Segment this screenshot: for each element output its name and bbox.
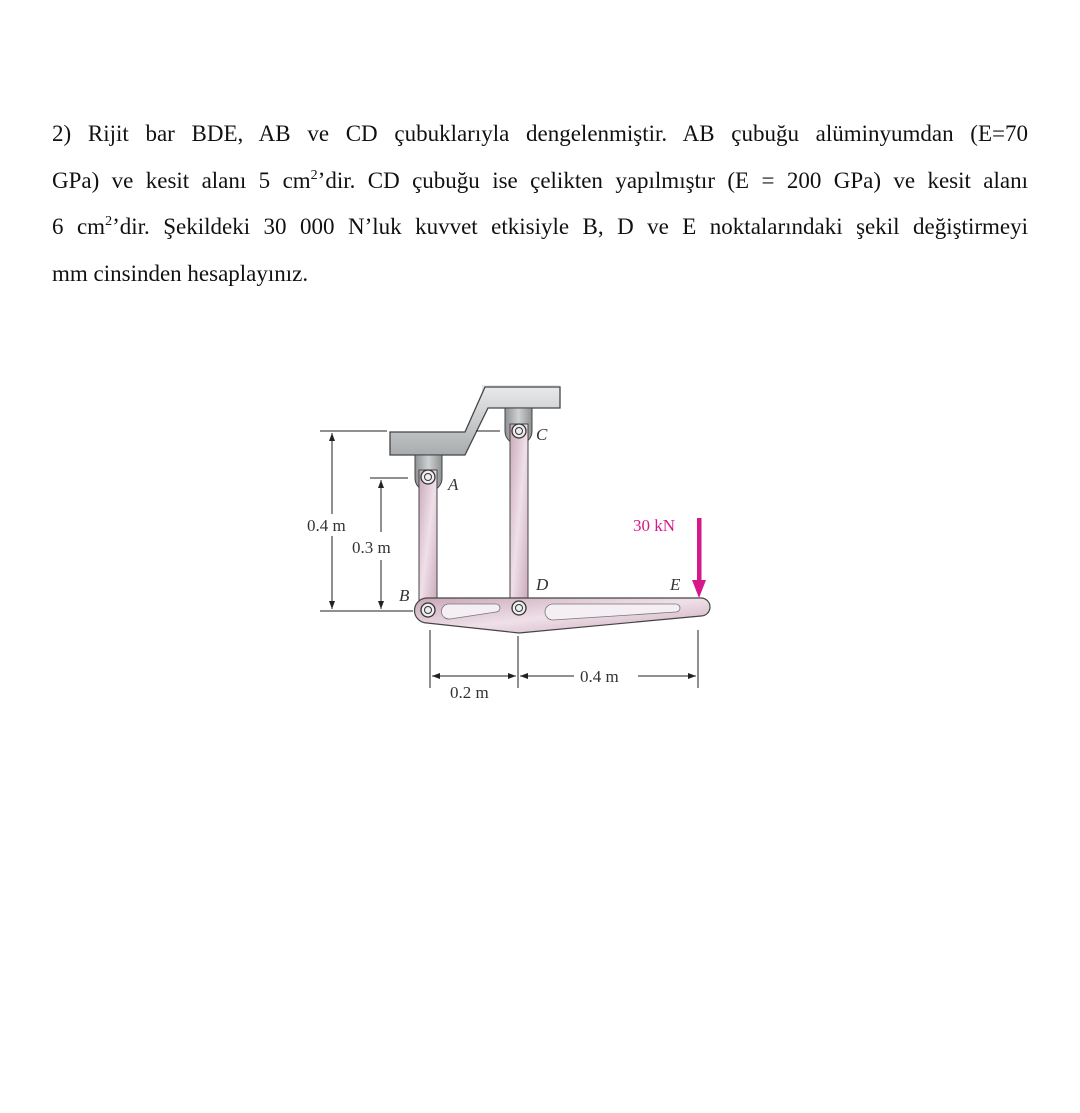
rod-cd <box>510 424 528 610</box>
point-b-label: B <box>399 586 410 605</box>
point-d-label: D <box>536 575 549 594</box>
dim-0.4m-vertical: 0.4 m <box>307 516 346 535</box>
problem-line-4: mm cinsinden hesaplayınız. <box>52 260 309 286</box>
dim-0.4m-horizontal: 0.4 m <box>580 667 619 686</box>
load-arrow <box>692 518 706 598</box>
dimension-lines <box>320 431 698 688</box>
rod-ab <box>419 470 437 610</box>
pin-b <box>421 603 435 617</box>
pin-c <box>512 424 526 438</box>
point-c-label: C <box>536 425 548 444</box>
fixed-support <box>390 387 560 455</box>
point-e-label: E <box>670 575 681 594</box>
text: 6 cm <box>52 214 106 239</box>
pin-a <box>421 470 435 484</box>
point-a-label: A <box>448 475 459 494</box>
text: ’dir. Şekildeki 30 000 N’luk kuvvet etkisiyle B, D ve E noktalarındaki şekil değiştirmeyi <box>112 214 1028 239</box>
pin-d <box>512 601 526 615</box>
superscript: 2 <box>105 214 113 229</box>
text: ’dir. CD çubuğu ise çelikten yapılmıştır (E = 200 GPa) ve kesit alanı <box>317 167 1028 193</box>
superscript: 2 <box>310 167 318 183</box>
dim-0.2m: 0.2 m <box>450 683 489 702</box>
dim-0.3m: 0.3 m <box>352 538 391 557</box>
text: GPa) ve kesit alanı 5 cm <box>52 167 311 193</box>
load-label: 30 kN <box>633 516 676 535</box>
problem-line-1: 2) Rijit bar BDE, AB ve CD çubuklarıyla dengelenmiştir. AB çubuğu alüminyumdan (E=70 <box>52 121 1028 146</box>
